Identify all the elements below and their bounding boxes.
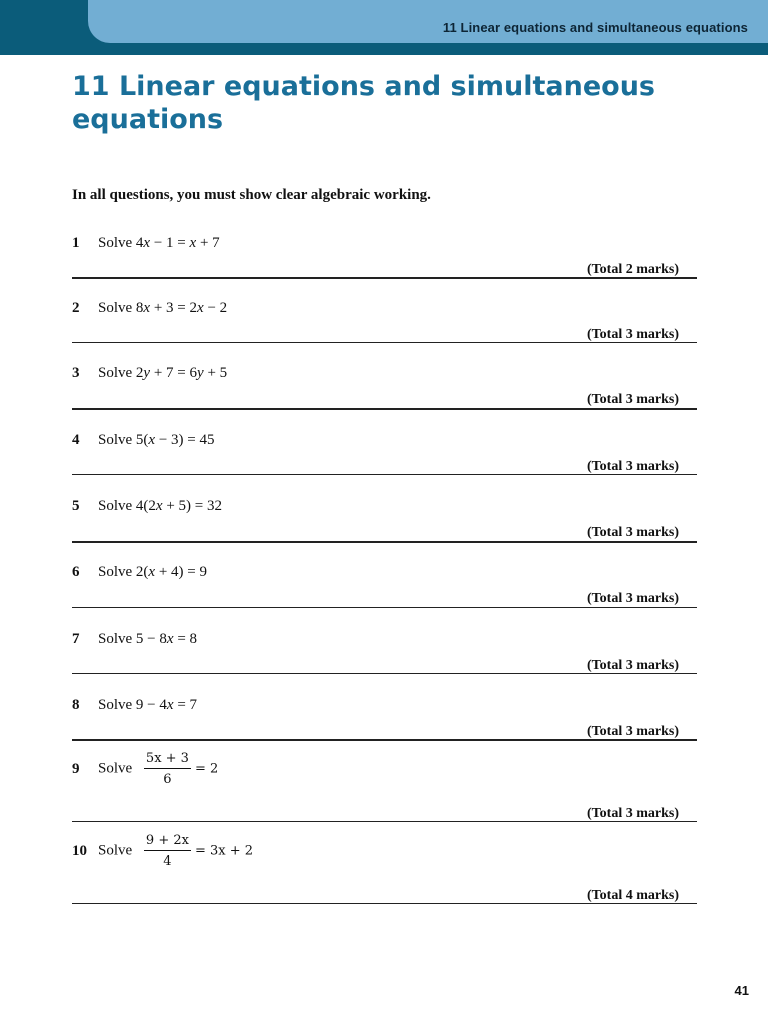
total-marks: (Total 3 marks) (586, 658, 679, 673)
question-verb: Solve (98, 564, 136, 580)
question-equation (98, 498, 222, 515)
fraction-denominator: 4 (163, 854, 172, 869)
equation-rhs: = 3x + 2 (194, 843, 254, 859)
equation-variable: x (197, 300, 204, 316)
total-marks: (Total 3 marks) (586, 327, 679, 342)
equation-term: 5 − 8 (135, 631, 167, 647)
question-verb: Solve (98, 432, 136, 448)
equation-term: 4(2 (135, 498, 156, 514)
question-number: 10 (72, 843, 87, 859)
equation-variable: x (143, 300, 151, 316)
fraction-numerator: 5x + 3 (144, 751, 191, 769)
question-number: 2 (72, 300, 80, 316)
question-number: 1 (72, 235, 80, 251)
answer-divider (72, 474, 697, 475)
equation-variable: x (148, 564, 156, 580)
equation-variable: x (155, 498, 163, 514)
equation-term: + 7 (196, 235, 220, 251)
question-number: 8 (72, 697, 80, 713)
equation-variable: x (189, 235, 197, 251)
instruction-text: In all questions, you must show clear algebraic working. (72, 187, 431, 203)
question-equation (98, 751, 218, 787)
question-verb: Solve (98, 365, 136, 381)
answer-divider (72, 739, 697, 741)
equation-term: = 7 (173, 697, 198, 713)
fraction (144, 833, 191, 869)
total-marks: (Total 4 marks) (586, 888, 679, 903)
question-verb: Solve (98, 760, 136, 777)
equation-term: + 7 = 6 (150, 365, 198, 381)
question-number: 9 (72, 761, 80, 777)
question-verb: Solve (98, 235, 136, 251)
question-number: 4 (72, 432, 80, 448)
equation-variable: y (197, 365, 204, 381)
equation-term: 9 − 4 (135, 697, 167, 713)
equation-term: = 8 (173, 631, 198, 647)
equation-term: 8 (135, 300, 144, 316)
header-tab (88, 0, 768, 43)
equation-term: 4 (135, 235, 144, 251)
equation-term: 2 (135, 365, 144, 381)
equation-term: 2( (135, 564, 149, 580)
total-marks: (Total 3 marks) (586, 591, 679, 606)
answer-divider (72, 277, 697, 279)
equation-variable: x (143, 235, 151, 251)
running-title: 11 Linear equations and simultaneous equations (442, 20, 748, 35)
answer-divider (72, 903, 697, 904)
answer-divider (72, 607, 697, 608)
question-equation (98, 697, 197, 714)
question-equation (98, 365, 227, 382)
equation-variable: x (148, 432, 156, 448)
question-equation (98, 300, 227, 317)
equation-rhs: = 2 (194, 761, 219, 777)
question-verb: Solve (98, 697, 136, 713)
question-equation (98, 564, 207, 581)
question-verb: Solve (98, 842, 136, 859)
total-marks: (Total 2 marks) (586, 262, 679, 277)
answer-divider (72, 541, 697, 543)
equation-term: + 3 = 2 (150, 300, 198, 316)
equation-variable: x (166, 697, 174, 713)
question-number: 7 (72, 631, 80, 647)
total-marks: (Total 3 marks) (586, 724, 679, 739)
equation-term: − 3) = 45 (155, 432, 215, 448)
fraction (144, 751, 191, 787)
total-marks: (Total 3 marks) (586, 806, 679, 821)
equation-term: − 1 = (150, 235, 190, 251)
equation-term: − 2 (203, 300, 228, 316)
equation-term: 5( (135, 432, 149, 448)
answer-divider (72, 821, 697, 822)
question-equation (98, 631, 197, 648)
total-marks: (Total 3 marks) (586, 459, 679, 474)
question-number: 6 (72, 564, 80, 580)
question-equation (98, 432, 215, 449)
question-verb: Solve (98, 631, 136, 647)
fraction-numerator: 9 + 2x (144, 833, 191, 851)
answer-divider (72, 408, 697, 410)
equation-term: + 5 (203, 365, 228, 381)
equation-variable: x (166, 631, 174, 647)
question-equation (98, 235, 220, 252)
equation-term: + 5) = 32 (162, 498, 223, 514)
page-number: 41 (734, 983, 749, 998)
chapter-title: 11 Linear equations and simultaneous equations (72, 71, 655, 135)
equation-term: + 4) = 9 (155, 564, 208, 580)
question-verb: Solve (98, 300, 136, 316)
question-verb: Solve (98, 498, 136, 514)
question-number: 3 (72, 365, 80, 381)
equation-variable: y (143, 365, 151, 381)
total-marks: (Total 3 marks) (586, 392, 679, 407)
total-marks: (Total 3 marks) (586, 525, 679, 540)
answer-divider (72, 342, 697, 343)
fraction-denominator: 6 (163, 772, 172, 787)
question-number: 5 (72, 498, 80, 514)
question-equation (98, 833, 253, 869)
answer-divider (72, 673, 697, 674)
